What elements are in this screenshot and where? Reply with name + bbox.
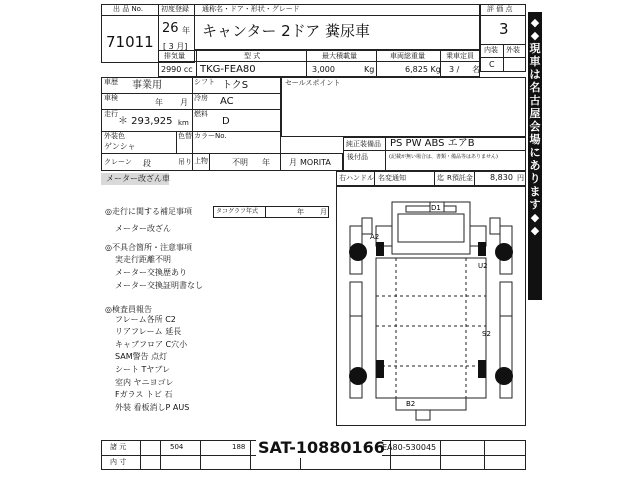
aftermarket-label: 後付品 [347,153,368,161]
footer-spec-value-1: 504 [170,443,184,451]
reg-year: 26 [162,21,179,36]
type-label: 型 式 [244,52,261,60]
ext-color: ゲンシャ [104,142,136,151]
ext-color-label: 外装色 [104,132,125,140]
aftermarket-note: (記載が無い場合は、書類・備品等はありません) [389,154,498,160]
banner-char: ま [529,185,541,198]
supplement-text: メーター改ざん [115,224,171,233]
location-banner [528,12,542,300]
mileage: ＊ 293,925 [118,116,173,127]
weight-label: 車両総重量 [390,52,425,60]
serial-tail: EA80-530045 [382,443,437,452]
maker: MORITA [300,158,331,167]
reg-month: [ 3 月] [163,42,188,51]
inspector-item: 外装 看板消しP AUS [115,403,190,412]
crane-tier: 段 [143,159,151,168]
mileage-label: 走行 [104,110,118,118]
mark-s2: S2 [482,330,491,338]
load-label: 最大積載量 [322,52,357,60]
inspection-month: 月 [180,98,188,107]
name-change-label: 名変通知 [378,174,406,182]
defect-item: メーター交換証明書なし [115,281,203,290]
ac: AC [220,96,234,107]
banner-char: 会 [529,120,541,133]
mark-u2: U2 [478,262,488,270]
equipment-label: 純正装備品 [346,140,381,148]
exhaust-label: 排気量 [164,52,185,60]
tacho-year: 年 [297,208,304,216]
defects-title: ◎不具合箇所・注意事項 [105,243,192,252]
recycle-label: R預託金 [447,174,473,182]
banner-char: 車 [529,55,541,68]
inspector-item: 室内 ヤニヨゴレ [115,378,174,387]
recycle-unit: 円 [517,174,524,182]
capacity-unit: 名 [472,65,480,74]
footer-spec-label: 諸 元 [110,443,127,451]
inspector-title: ◎検査員報告 [105,305,152,314]
defect-item: メーター交換歴あり [115,268,187,277]
banner-char: り [529,172,541,185]
banner-char: 名 [529,81,541,94]
first-reg-label: 初度登録 [161,5,189,13]
banner-char: 屋 [529,107,541,120]
supplement-title: ◎走行に関する補足事項 [105,207,192,216]
reg-year-unit: 年 [182,26,190,35]
footer-spec-value-2: 188 [232,443,246,451]
banner-char: 現 [529,42,541,55]
mark-b2: B2 [406,400,416,408]
max-load-unit: Kg [364,65,375,74]
banner-char: す [529,198,541,211]
banner-char: 場 [529,133,541,146]
color-no-label: カラーNo. [194,132,227,140]
inspector-item: キャブフロア C穴小 [115,340,188,349]
mark-d1: D1 [431,204,441,212]
footer-interior-label: 内 寸 [110,458,127,466]
shift-label: シフト [194,78,215,86]
score-label: 評 価 点 [487,5,513,13]
banner-char: 古 [529,94,541,107]
banner-char: あ [529,159,541,172]
banner-char: ◆ [530,211,540,224]
capacity-label: 乗車定員 [446,52,474,60]
upper-value: 不明 [232,158,248,167]
banner-char: に [529,146,541,159]
model-type: TKG-FEA80 [200,64,256,75]
max-load: 3,000 [312,65,335,74]
meter-tampered-label: メーター改ざん車 [106,174,170,183]
inspector-item: SAM警告 点灯 [115,352,168,361]
body-type-label: 車歴 [104,78,118,86]
fuel-label: 燃料 [194,110,208,118]
fuel: D [222,116,230,127]
capacity: 3 / [449,65,460,74]
inspector-item: シート Tヤブレ [115,365,171,374]
sales-point-label: セールスポイント [285,79,341,87]
crane-lift: 吊り [178,158,192,166]
inspection-year: 年 [155,98,163,107]
banner-char: ◆ [530,16,540,29]
upper-label: 上物 [194,157,208,165]
banner-char: ◆ [530,224,540,237]
mark-a2: A2 [370,233,380,241]
tacho-label: タコグラフ年式 [216,208,259,215]
exterior-label: 外装 [506,46,520,54]
upper-month: 月 [289,158,297,167]
defect-item: 実走行距離不明 [115,255,171,264]
recycle-value: 8,830 [490,173,513,182]
banner-char: は [529,68,541,81]
car-name: キャンター 2ドア 糞尿車 [202,22,371,40]
lot-number-label: 出 品 No. [113,5,144,13]
model-label: 通称名・ドア・形状・グレード [202,5,300,13]
inspector-item: Fガラス トビ 石 [115,390,173,399]
interior-label: 内装 [484,46,498,54]
crane-label: クレーン [104,158,132,166]
color-change-label: 色替 [178,132,192,140]
tacho-month: 月 [320,208,327,216]
serial-stamp: SAT-10880166 [258,438,385,457]
banner-char: ◆ [530,29,540,42]
mileage-unit: km [178,119,189,127]
score: 3 [499,20,509,38]
equipment: PS PW ABS エアB [390,138,475,149]
inspector-item: フレーム各所 C2 [115,315,176,324]
name-change-unit: 迄 [437,174,444,182]
inspection-label: 車検 [104,94,118,102]
lot-number: 71011 [106,33,154,51]
inspector-item: リアフレーム 延長 [115,327,182,336]
total-weight: 6,825 Kg [405,65,441,74]
interior-score: C [489,60,495,69]
upper-year: 年 [262,158,270,167]
displacement: 2990 cc [161,65,193,74]
steering-label: 右ハンドル [339,174,374,182]
shift: トクS [222,80,249,91]
truck-diagram [336,186,526,426]
ac-label: 冷房 [194,94,208,102]
body-type: 事業用 [132,80,162,91]
